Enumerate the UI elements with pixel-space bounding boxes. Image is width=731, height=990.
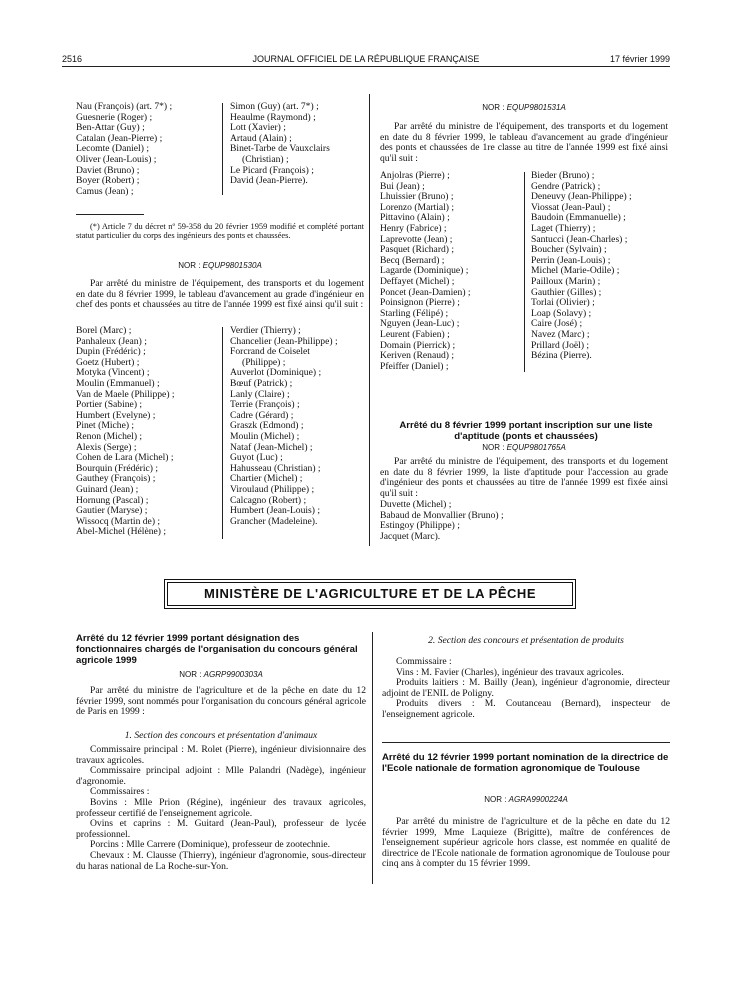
list-item: Laget (Thierry) ; xyxy=(531,222,596,234)
list-item: Lhuissier (Bruno) ; xyxy=(380,191,454,203)
journal-title: JOURNAL OFFICIEL DE LA RÉPUBLIQUE FRANÇAISE xyxy=(252,54,480,64)
page-number: 2516 xyxy=(62,54,83,64)
list-item: Domain (Pierrick) ; xyxy=(380,339,456,351)
list-item: Dupin (Frédéric) ; xyxy=(76,346,146,358)
list-item: Guinard (Jean) ; xyxy=(76,483,139,495)
list-item: Terrie (François) ; xyxy=(230,399,300,411)
list-item: Boucher (Sylvain) ; xyxy=(531,244,607,256)
list-item: Duvette (Michel) ; xyxy=(380,499,452,510)
list-item: Santucci (Jean-Charles) ; xyxy=(531,233,628,245)
list-item: Motyka (Vincent) ; xyxy=(76,367,150,379)
list-item: Viossat (Jean-Paul) ; xyxy=(531,201,611,213)
list-item: Becq (Bernard) ; xyxy=(380,254,445,266)
nor-reference: NOR : EQUP9801765A xyxy=(482,443,566,452)
list-item: Wissocq (Martin de) ; xyxy=(76,515,161,527)
section2-body: Commissaire : Vins : M. Favier (Charles), ingénieur des travaux agricoles. Produits laitiers : M. Bailly (Jean), ingénieur d'agronomie, directeur adjoint de l'ENIL de Poligny. Produits divers : M. Coutanceau (Bernard), inspecteur de l'enseignement agricole. xyxy=(382,656,670,720)
list-item: Abel-Michel (Hélène) ; xyxy=(76,526,167,538)
list-item: Nataf (Jean-Michel) ; xyxy=(230,441,313,453)
list-item: Pinet (Miche) ; xyxy=(76,420,135,432)
list-item: Lagarde (Dominique) ; xyxy=(380,265,469,277)
list1-right xyxy=(230,102,370,187)
decree-title: Arrêté du 8 février 1999 portant inscription sur une liste d'aptitude (ponts et chaussées) xyxy=(399,420,653,442)
list-item: Gendre (Patrick) ; xyxy=(531,180,601,192)
paragraph-303: Par arrêté du ministre de l'agriculture et de la pêche en date du 12 février 1999, sont nommés pour l'organisation du concours général agricole de Paris en 1999 : xyxy=(76,685,366,718)
list-item: Forcrand de Coiselet xyxy=(230,346,310,358)
list-item: Poinsignon (Pierre) ; xyxy=(380,297,460,309)
list-item: Gauthey (François) ; xyxy=(76,473,156,485)
list-item: David (Jean-Pierre). xyxy=(230,175,308,187)
list-item: Humbert (Jean-Louis) ; xyxy=(230,505,321,517)
list-item: Starling (Félipé) ; xyxy=(380,307,449,319)
list-item: Le Picard (François) ; xyxy=(230,164,314,176)
list-item: (Philippe) ; xyxy=(242,356,286,368)
paragraph-765: Par arrêté du ministre de l'équipement, des transports et du logement en date du 8 février 1999, la liste d'aptitude pour l'accession au grade d'ingénieur des ponts et chaussées au titre de l'année 1999 est fixée ainsi qu'il suit : xyxy=(380,456,668,499)
list-item: Bui (Jean) ; xyxy=(380,180,425,192)
list-item: Guesnerie (Roger) ; xyxy=(76,111,153,123)
list-item: Lorenzo (Martial) ; xyxy=(380,201,455,213)
list-item: Moulin (Michel) ; xyxy=(230,430,300,442)
list-item: Borel (Marc) ; xyxy=(76,325,132,336)
column-separator xyxy=(369,94,370,546)
page-header xyxy=(62,54,670,67)
nor-reference: NOR : AGRP9900303A xyxy=(179,670,263,679)
list-item: Deneuvy (Jean-Philippe) ; xyxy=(531,191,632,203)
list-item: Hahusseau (Christian) ; xyxy=(230,462,321,474)
list-item: Prillard (Joël) ; xyxy=(531,339,590,351)
column-separator xyxy=(372,632,373,884)
list-item: Gauthier (Gilles) ; xyxy=(531,286,602,298)
column-divider xyxy=(222,103,223,195)
paragraph-530: Par arrêté du ministre de l'équipement, des transports et du logement en date du 8 février 1999, le tableau d'avancement au grade d'ingénieur en chef des ponts et chaussées au titre de l'année 1999 est fixé ainsi qu'il suit : xyxy=(76,278,364,311)
list-item: Viroulaud (Philippe) ; xyxy=(230,483,315,495)
list-item: Van de Maele (Philippe) ; xyxy=(76,388,175,400)
list-item: Alexis (Serge) ; xyxy=(76,441,137,453)
list-item: Anjolras (Pierre) ; xyxy=(380,170,450,181)
list-item: Pittavino (Alain) ; xyxy=(380,212,450,224)
list-item: Navez (Marc) ; xyxy=(531,328,590,340)
list-item: Gautier (Maryse) ; xyxy=(76,505,148,517)
list-item: Jacquet (Marc). xyxy=(380,530,441,542)
list-item: Lecomte (Daniel) ; xyxy=(76,143,149,155)
list-item: Cadre (Gérard) ; xyxy=(230,409,294,421)
ministry-banner: MINISTÈRE DE L'AGRICULTURE ET DE LA PÊCHE xyxy=(167,582,573,606)
footnote: (*) Article 7 du décret nº 59-358 du 20 février 1959 modifié et complété portant statut particulier du corps des ingénieurs des ponts et chaussées. xyxy=(76,222,364,241)
list-item: Hornung (Pascal) ; xyxy=(76,494,149,506)
list4 xyxy=(380,500,668,542)
section1-body: Commissaire principal : M. Rolet (Pierre), ingénieur divisionnaire des travaux agricoles. Commissaire principal adjoint : Mlle Palandri (Nadège), ingénieur d'agronomie. Commissaires : Bovins : Mlle Prion (Régine), ingénieur des travaux agricoles, professeur certifié de l'enseignement agricole. Ovins et caprins : M. Guitard (Jean-Paul), professeur de lycée professionnel. Porcins : Mlle Carrere (Dominique), professeur de zootechnie. Chevaux : M. Clausse (Thierry), ingénieur d'agronomie, sous-directeur du haras national de La Roche-sur-Yon. xyxy=(76,744,366,872)
decree-title: Arrêté du 12 février 1999 portant nomination de la directrice de l'Ecole nationale de formation agronomique de Toulouse xyxy=(382,752,669,774)
column-divider xyxy=(222,327,223,539)
list-item: Moulin (Emmanuel) ; xyxy=(76,377,160,389)
paragraph-531: Par arrêté du ministre de l'équipement, des transports et du logement en date du 8 février 1999, le tableau d'avancement au grade d'ingénieur des ponts et chaussées de 1re classe au titre de l'année 1999 est fixé ainsi qu'il suit : xyxy=(380,121,668,164)
list-item: Camus (Jean) ; xyxy=(76,185,134,197)
list-item: Catalan (Jean-Pierre) ; xyxy=(76,132,163,144)
section-heading: 2. Section des concours et présentation de produits xyxy=(428,635,624,646)
list-item: Pasquet (Richard) ; xyxy=(380,244,455,256)
list-item: Ben-Attar (Guy) ; xyxy=(76,122,145,134)
footnote-rule xyxy=(76,214,144,215)
list-item: Pailloux (Marin) ; xyxy=(531,275,601,287)
list-item: Chartier (Michel) ; xyxy=(230,473,303,485)
list-item: Renon (Michel) ; xyxy=(76,430,143,442)
list-item: Goetz (Hubert) ; xyxy=(76,356,140,368)
list-item: Nguyen (Jean-Luc) ; xyxy=(380,318,460,330)
list-item: Portier (Sabine) ; xyxy=(76,399,143,411)
list-item: (Christian) ; xyxy=(242,153,289,165)
list-item: Lanly (Claire) ; xyxy=(230,388,290,400)
list1-left xyxy=(76,102,216,197)
list-item: Henry (Fabrice) ; xyxy=(380,222,447,234)
list-item: Bœuf (Patrick) ; xyxy=(230,377,293,389)
nor-reference: NOR : EQUP9801531A xyxy=(482,103,566,112)
list3-left xyxy=(380,171,520,372)
list-item: Bieder (Bruno) ; xyxy=(531,170,595,181)
list-item: Boyer (Robert) ; xyxy=(76,175,140,187)
list-item: Grancher (Madeleine). xyxy=(230,515,318,527)
list-item: Perrin (Jean-Louis) ; xyxy=(531,254,611,266)
list-item: Oliver (Jean-Louis) ; xyxy=(76,153,157,165)
list-item: Daviet (Bruno) ; xyxy=(76,164,140,176)
nor-reference: NOR : AGRA9900224A xyxy=(484,795,568,804)
list-item: Caire (José) ; xyxy=(531,318,583,330)
decree-title: Arrêté du 12 février 1999 portant désignation des fonctionnaires chargés de l'organisation du concours général agricole 1999 xyxy=(76,633,358,666)
list-item: Nau (François) (art. 7*) ; xyxy=(76,101,173,112)
list3-right xyxy=(531,171,671,362)
list-item: Babaud de Monvallier (Bruno) ; xyxy=(380,509,504,521)
list-item: Bourquin (Frédéric) ; xyxy=(76,462,159,474)
section-heading: 1. Section des concours et présentation d'animaux xyxy=(124,730,318,741)
issue-date: 17 février 1999 xyxy=(609,54,670,64)
list-item: Heaulme (Raymond) ; xyxy=(230,111,316,123)
list-item: Leurent (Fabien) ; xyxy=(380,328,450,340)
list-item: Auverlot (Dominique) ; xyxy=(230,367,322,379)
list-item: Humbert (Evelyne) ; xyxy=(76,409,156,421)
list-item: Laprevotte (Jean) ; xyxy=(380,233,453,245)
list-item: Verdier (Thierry) ; xyxy=(230,325,301,336)
list-item: Calcagno (Robert) ; xyxy=(230,494,307,506)
list-item: Artaud (Alain) ; xyxy=(230,132,292,144)
list-item: Keriven (Renaud) ; xyxy=(380,350,455,362)
list-item: Bézina (Pierre). xyxy=(531,350,592,362)
column-divider xyxy=(524,172,525,372)
list-item: Guyot (Luc) ; xyxy=(230,452,283,464)
nor-reference: NOR : EQUP9801530A xyxy=(178,261,262,270)
list-item: Panhaleux (Jean) ; xyxy=(76,335,147,347)
list-item: Pfeiffer (Daniel) ; xyxy=(380,360,449,372)
list-item: Torlai (Olivier) ; xyxy=(531,297,595,309)
list-item: Simon (Guy) (art. 7*) ; xyxy=(230,101,319,112)
list-item: Binet-Tarbe de Vauxclairs xyxy=(230,143,330,155)
list-item: Graszk (Edmond) ; xyxy=(230,420,304,432)
section-rule xyxy=(382,742,670,743)
paragraph-224: Par arrêté du ministre de l'agriculture et de la pêche en date du 12 février 1999, Mme Laquieze (Brigitte), maître de conférences de l'enseignement supérieur agricole hors classe, est nommée en qualité de directrice de l'Ecole nationale de formation agronomique de Toulouse pour cinq ans à compter du 15 février 1999. xyxy=(382,816,670,870)
list-item: Deffayet (Michel) ; xyxy=(380,275,455,287)
list-item: Baudoin (Emmanuelle) ; xyxy=(531,212,626,224)
list-item: Loap (Solavy) ; xyxy=(531,307,592,319)
list-item: Cohen de Lara (Michel) ; xyxy=(76,452,174,464)
list-item: Lott (Xavier) ; xyxy=(230,122,286,134)
list2-left xyxy=(76,326,216,538)
list-item: Estingoy (Philippe) ; xyxy=(380,520,460,532)
list-item: Poncet (Jean-Damien) ; xyxy=(380,286,471,298)
list2-right xyxy=(230,326,370,527)
list-item: Michel (Marie-Odile) ; xyxy=(531,265,620,277)
list-item: Chancelier (Jean-Philippe) ; xyxy=(230,335,338,347)
